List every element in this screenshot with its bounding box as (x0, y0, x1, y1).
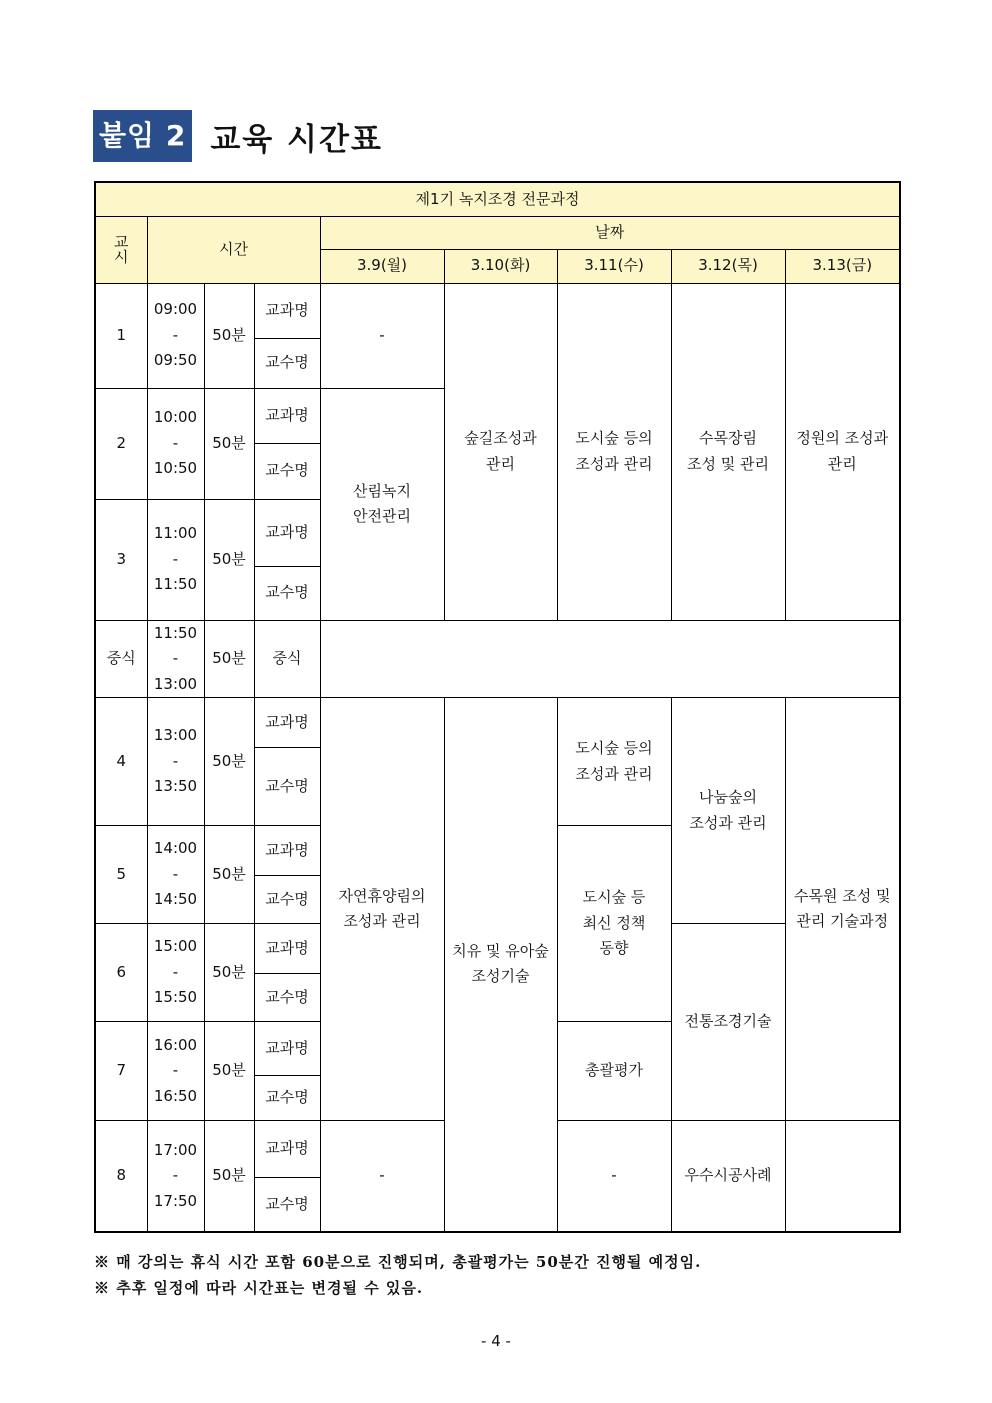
period-duration: 50분 (204, 388, 254, 499)
period-time: 14:00 - 14:50 (147, 826, 204, 924)
thu-am-cell: 수목장림 조성 및 관리 (671, 283, 785, 620)
period-duration: 50분 (204, 1121, 254, 1232)
period-duration: 50분 (204, 698, 254, 826)
period-time: 13:00 - 13:50 (147, 698, 204, 826)
instructor-label: 교수명 (254, 338, 320, 388)
period-duration: 50분 (204, 1022, 254, 1121)
mon-p8-cell: - (320, 1121, 444, 1232)
mon-pm-cell: 자연휴양림의 조성과 관리 (320, 698, 444, 1121)
instructor-label: 교수명 (254, 974, 320, 1022)
period-time: 11:00 - 11:50 (147, 499, 204, 620)
footnote: ※ 매 강의는 휴식 시간 포함 60분으로 진행되며, 총괄평가는 50분간 진행될 예정임. (94, 1253, 702, 1271)
instructor-label: 교수명 (254, 443, 320, 499)
wed-p8-cell: - (557, 1121, 671, 1232)
lunch-blank (320, 620, 900, 698)
subject-label: 교과명 (254, 283, 320, 338)
period-time: 15:00 - 15:50 (147, 924, 204, 1022)
date-fri: 3.13(금) (785, 249, 900, 283)
wed-p5-6-cell: 도시숲 등 최신 정책 동향 (557, 826, 671, 1022)
date-mon: 3.9(월) (320, 249, 444, 283)
time-header: 시간 (147, 216, 320, 283)
page-number: - 4 - (481, 1332, 511, 1350)
subject-label: 교과명 (254, 1022, 320, 1076)
date-tue: 3.10(화) (444, 249, 557, 283)
subject-label: 교과명 (254, 698, 320, 748)
period-time: 11:50 - 13:00 (147, 620, 204, 698)
instructor-label: 교수명 (254, 1076, 320, 1121)
thu-p4-5-cell: 나눔숲의 조성과 관리 (671, 698, 785, 924)
period-duration: 50분 (204, 826, 254, 924)
period-number: 2 (95, 388, 147, 499)
period-time: 16:00 - 16:50 (147, 1022, 204, 1121)
footnotes (94, 1249, 701, 1301)
period-number: 1 (95, 283, 147, 388)
period-number: 4 (95, 698, 147, 826)
wed-p4-cell: 도시숲 등의 조성과 관리 (557, 698, 671, 826)
page-title: 교육 시간표 (210, 121, 383, 158)
subject-label: 교과명 (254, 1121, 320, 1178)
period-duration: 50분 (204, 620, 254, 698)
wed-am-cell: 도시숲 등의 조성과 관리 (557, 283, 671, 620)
subject-label: 교과명 (254, 826, 320, 876)
tue-pm-cell: 치유 및 유아숲 조성기술 (444, 698, 557, 1232)
period-number: 3 (95, 499, 147, 620)
period-duration: 50분 (204, 924, 254, 1022)
period-duration: 50분 (204, 283, 254, 388)
period-number: 6 (95, 924, 147, 1022)
subject-label: 교과명 (254, 499, 320, 566)
mon-p1-cell: - (320, 283, 444, 388)
fri-pm-cell: 수목원 조성 및 관리 기술과정 (785, 698, 900, 1121)
subject-label: 교과명 (254, 388, 320, 443)
instructor-label: 교수명 (254, 876, 320, 924)
lunch-period: 중식 (95, 620, 147, 698)
lunch-label: 중식 (254, 620, 320, 698)
schedule-table (94, 181, 901, 1233)
date-wed: 3.11(수) (557, 249, 671, 283)
tue-am-cell: 숲길조성과 관리 (444, 283, 557, 620)
period-time: 10:00 - 10:50 (147, 388, 204, 499)
period-time: 17:00 - 17:50 (147, 1121, 204, 1232)
course-title: 제1기 녹지조경 전문과정 (95, 182, 900, 216)
thu-p8-cell: 우수시공사례 (671, 1121, 785, 1232)
mon-p2-3-cell: 산림녹지 안전관리 (320, 388, 444, 620)
fri-am-cell: 정원의 조성과 관리 (785, 283, 900, 620)
instructor-label: 교수명 (254, 1178, 320, 1232)
period-time: 09:00 - 09:50 (147, 283, 204, 388)
date-header: 날짜 (320, 216, 900, 249)
period-number: 5 (95, 826, 147, 924)
date-thu: 3.12(목) (671, 249, 785, 283)
period-number: 8 (95, 1121, 147, 1232)
thu-p6-7-cell: 전통조경기술 (671, 924, 785, 1121)
period-number: 7 (95, 1022, 147, 1121)
period-header: 교 시 (95, 216, 147, 283)
instructor-label: 교수명 (254, 566, 320, 620)
attachment-badge: 붙임 2 (93, 110, 192, 162)
page-heading (93, 110, 383, 162)
subject-label: 교과명 (254, 924, 320, 974)
period-duration: 50분 (204, 499, 254, 620)
wed-p7-cell: 총괄평가 (557, 1022, 671, 1121)
instructor-label: 교수명 (254, 748, 320, 826)
fri-p8-cell (785, 1121, 900, 1232)
footnote: ※ 추후 일정에 따라 시간표는 변경될 수 있음. (94, 1279, 424, 1297)
